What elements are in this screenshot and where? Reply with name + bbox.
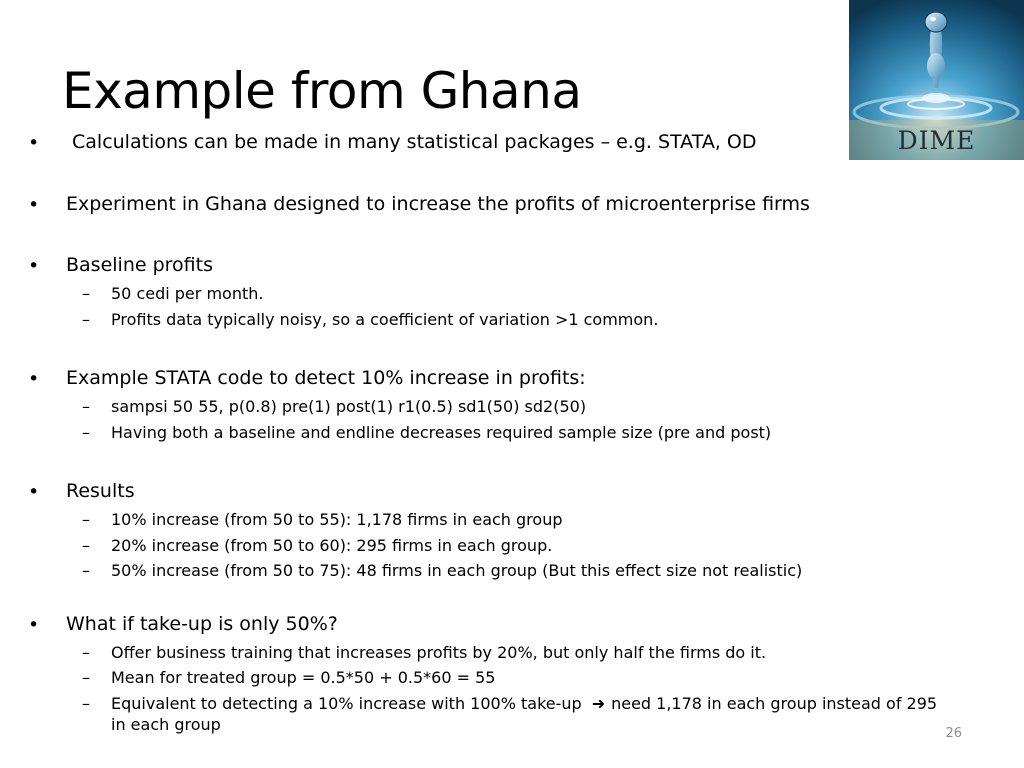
bullet-stata-code: Example STATA code to detect 10% increase in profits: bbox=[66, 367, 586, 389]
sub-bullet-result-50: 50% increase (from 50 to 75): 48 firms in each group (But this effect size not realistic) bbox=[111, 561, 803, 580]
sub-bullet-result-10: 10% increase (from 50 to 55): 1,178 firms in each group bbox=[111, 510, 563, 529]
bullet-marker: • bbox=[28, 481, 40, 503]
bullet-marker: • bbox=[28, 255, 40, 277]
sub-bullet-sampsi: sampsi 50 55, p(0.8) pre(1) post(1) r1(0.5) sd1(50) sd2(50) bbox=[111, 397, 587, 416]
sub-bullet-business-training: Offer business training that increases profits by 20%, but only half the firms do it. bbox=[111, 643, 767, 662]
bullet-marker: • bbox=[28, 194, 40, 216]
sub-bullet-marker: – bbox=[82, 510, 90, 529]
page-number: 26 bbox=[945, 726, 962, 741]
equivalent-text: Equivalent to detecting a 10% increase with 100% take-up bbox=[111, 694, 582, 713]
sub-bullet-cedi: 50 cedi per month. bbox=[111, 284, 264, 303]
sub-bullet-mean-treated: Mean for treated group = 0.5*50 + 0.5*60 = 55 bbox=[111, 668, 496, 687]
sub-bullet-equivalent bbox=[111, 693, 941, 735]
sub-bullet-marker: – bbox=[82, 423, 90, 442]
bullet-marker: • bbox=[28, 614, 40, 636]
sub-bullet-baseline-endline: Having both a baseline and endline decreases required sample size (pre and post) bbox=[111, 423, 772, 442]
slide-title: Example from Ghana bbox=[62, 62, 582, 120]
equivalent-result-text: need 1,178 in each group instead of 295 in each group bbox=[111, 694, 938, 734]
right-arrow-icon: ➜ bbox=[591, 694, 606, 713]
sub-bullet-marker: – bbox=[82, 536, 90, 555]
bullet-baseline-profits: Baseline profits bbox=[66, 254, 213, 276]
sub-bullet-marker: – bbox=[82, 694, 90, 713]
sub-bullet-marker: – bbox=[82, 397, 90, 416]
sub-bullet-marker: – bbox=[82, 561, 90, 580]
bullet-results: Results bbox=[66, 480, 135, 502]
sub-bullet-marker: – bbox=[82, 668, 90, 687]
logo-text: DIME bbox=[897, 126, 976, 155]
dime-logo bbox=[849, 0, 1024, 160]
sub-bullet-marker: – bbox=[82, 643, 90, 662]
bullet-marker: • bbox=[28, 132, 40, 154]
bullet-marker: • bbox=[28, 368, 40, 390]
sub-bullet-marker: – bbox=[82, 310, 90, 329]
sub-bullet-noisy: Profits data typically noisy, so a coefficient of variation >1 common. bbox=[111, 310, 659, 329]
bullet-calculations: Calculations can be made in many statistical packages – e.g. STATA, OD bbox=[72, 131, 757, 153]
sub-bullet-marker: – bbox=[82, 284, 90, 303]
sub-bullet-result-20: 20% increase (from 50 to 60): 295 firms in each group. bbox=[111, 536, 553, 555]
bullet-experiment: Experiment in Ghana designed to increase the profits of microenterprise firms bbox=[66, 193, 810, 215]
bullet-take-up: What if take-up is only 50%? bbox=[66, 613, 338, 635]
